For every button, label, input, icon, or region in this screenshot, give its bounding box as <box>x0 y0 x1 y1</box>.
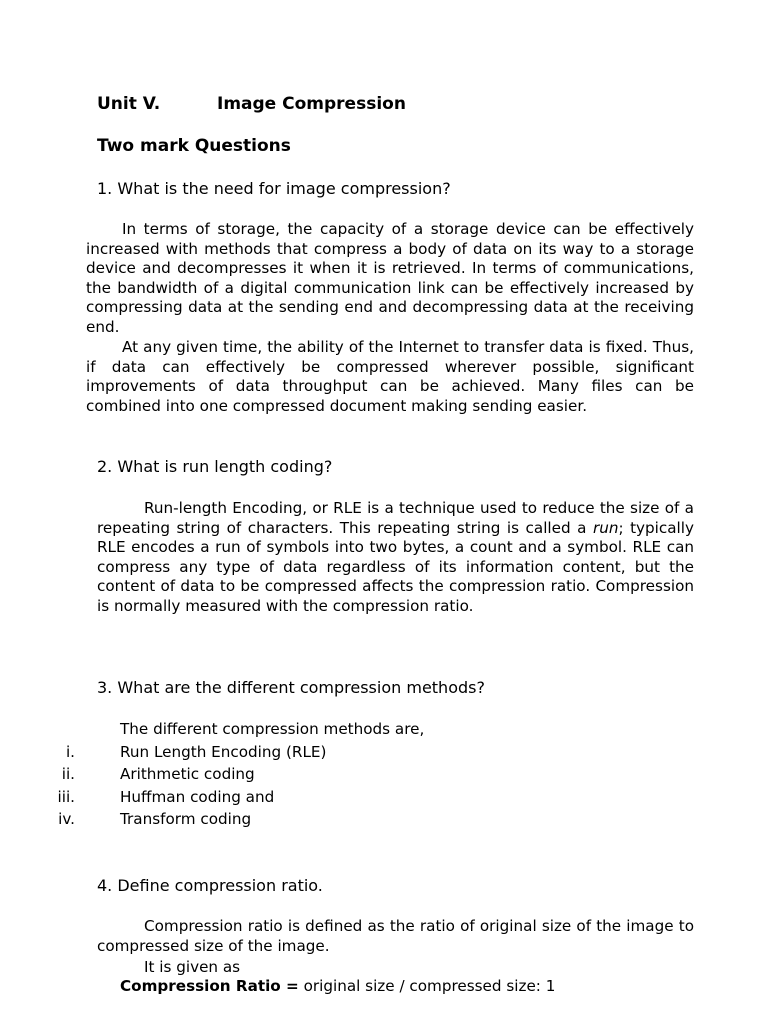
list-item-number: iv. <box>58 810 75 828</box>
list-item-text: Huffman coding and <box>120 788 275 806</box>
answer-1-paragraph-2: At any given time, the ability of the Internet to transfer data is fixed. Thus, if data can effectively be compressed wherever possible, significant improvements of data throughput can be achieved. Many files can be combined into one compressed document making sending easier. <box>86 338 694 415</box>
list-item-number: ii. <box>61 765 75 783</box>
methods-intro: The different compression methods are, <box>120 720 425 738</box>
question-1: 1. What is the need for image compression? <box>97 179 451 198</box>
question-4: 4. Define compression ratio. <box>97 876 323 895</box>
answer-2-part-1: Run-length Encoding, or RLE is a technique used to reduce the size of a repeating string of characters. This repeating string is called a <box>97 499 694 537</box>
list-item-number: i. <box>65 743 75 761</box>
list-item <box>0 786 768 808</box>
list-item <box>0 741 768 763</box>
list-item-text: Transform coding <box>120 810 252 828</box>
unit-title: Image Compression <box>217 94 406 114</box>
answer-1-paragraph-1: In terms of storage, the capacity of a storage device can be effectively increased with methods that compress a body of data on its way to a storage device and decompresses it when it is retrieved. In terms of communications, the bandwidth of a digital communication link can be effectively increased by compressing data at the sending end and decompressing data at the receiving end. <box>86 220 694 336</box>
list-item-text: Arithmetic coding <box>120 765 255 783</box>
answer-4-paragraph: Compression ratio is defined as the ratio of original size of the image to compressed size of the image. <box>97 917 694 955</box>
section-title: Two mark Questions <box>97 136 291 156</box>
list-item <box>0 763 768 785</box>
question-2: 2. What is run length coding? <box>97 457 333 476</box>
answer-2-part-2: ; typically RLE encodes a run of symbols into two bytes, a count and a symbol. RLE can compress any type of data regardless of its information content, but the content of data to be compressed affects the compression ratio. Compression is normally measured with the compression ratio. <box>97 518 694 615</box>
formula-label: Compression Ratio = <box>120 977 299 995</box>
compression-ratio-formula <box>120 976 555 996</box>
answer-2-run-term: run <box>592 518 619 537</box>
list-item <box>0 808 768 830</box>
list-item-text: Run Length Encoding (RLE) <box>120 743 327 761</box>
question-3: 3. What are the different compression methods? <box>97 678 485 697</box>
answer-2-paragraph <box>97 499 694 617</box>
formula-value: original size / compressed size: 1 <box>298 977 556 995</box>
list-item-number: iii. <box>57 788 75 806</box>
unit-label: Unit V. <box>97 94 161 114</box>
formula-intro: It is given as <box>144 958 241 976</box>
